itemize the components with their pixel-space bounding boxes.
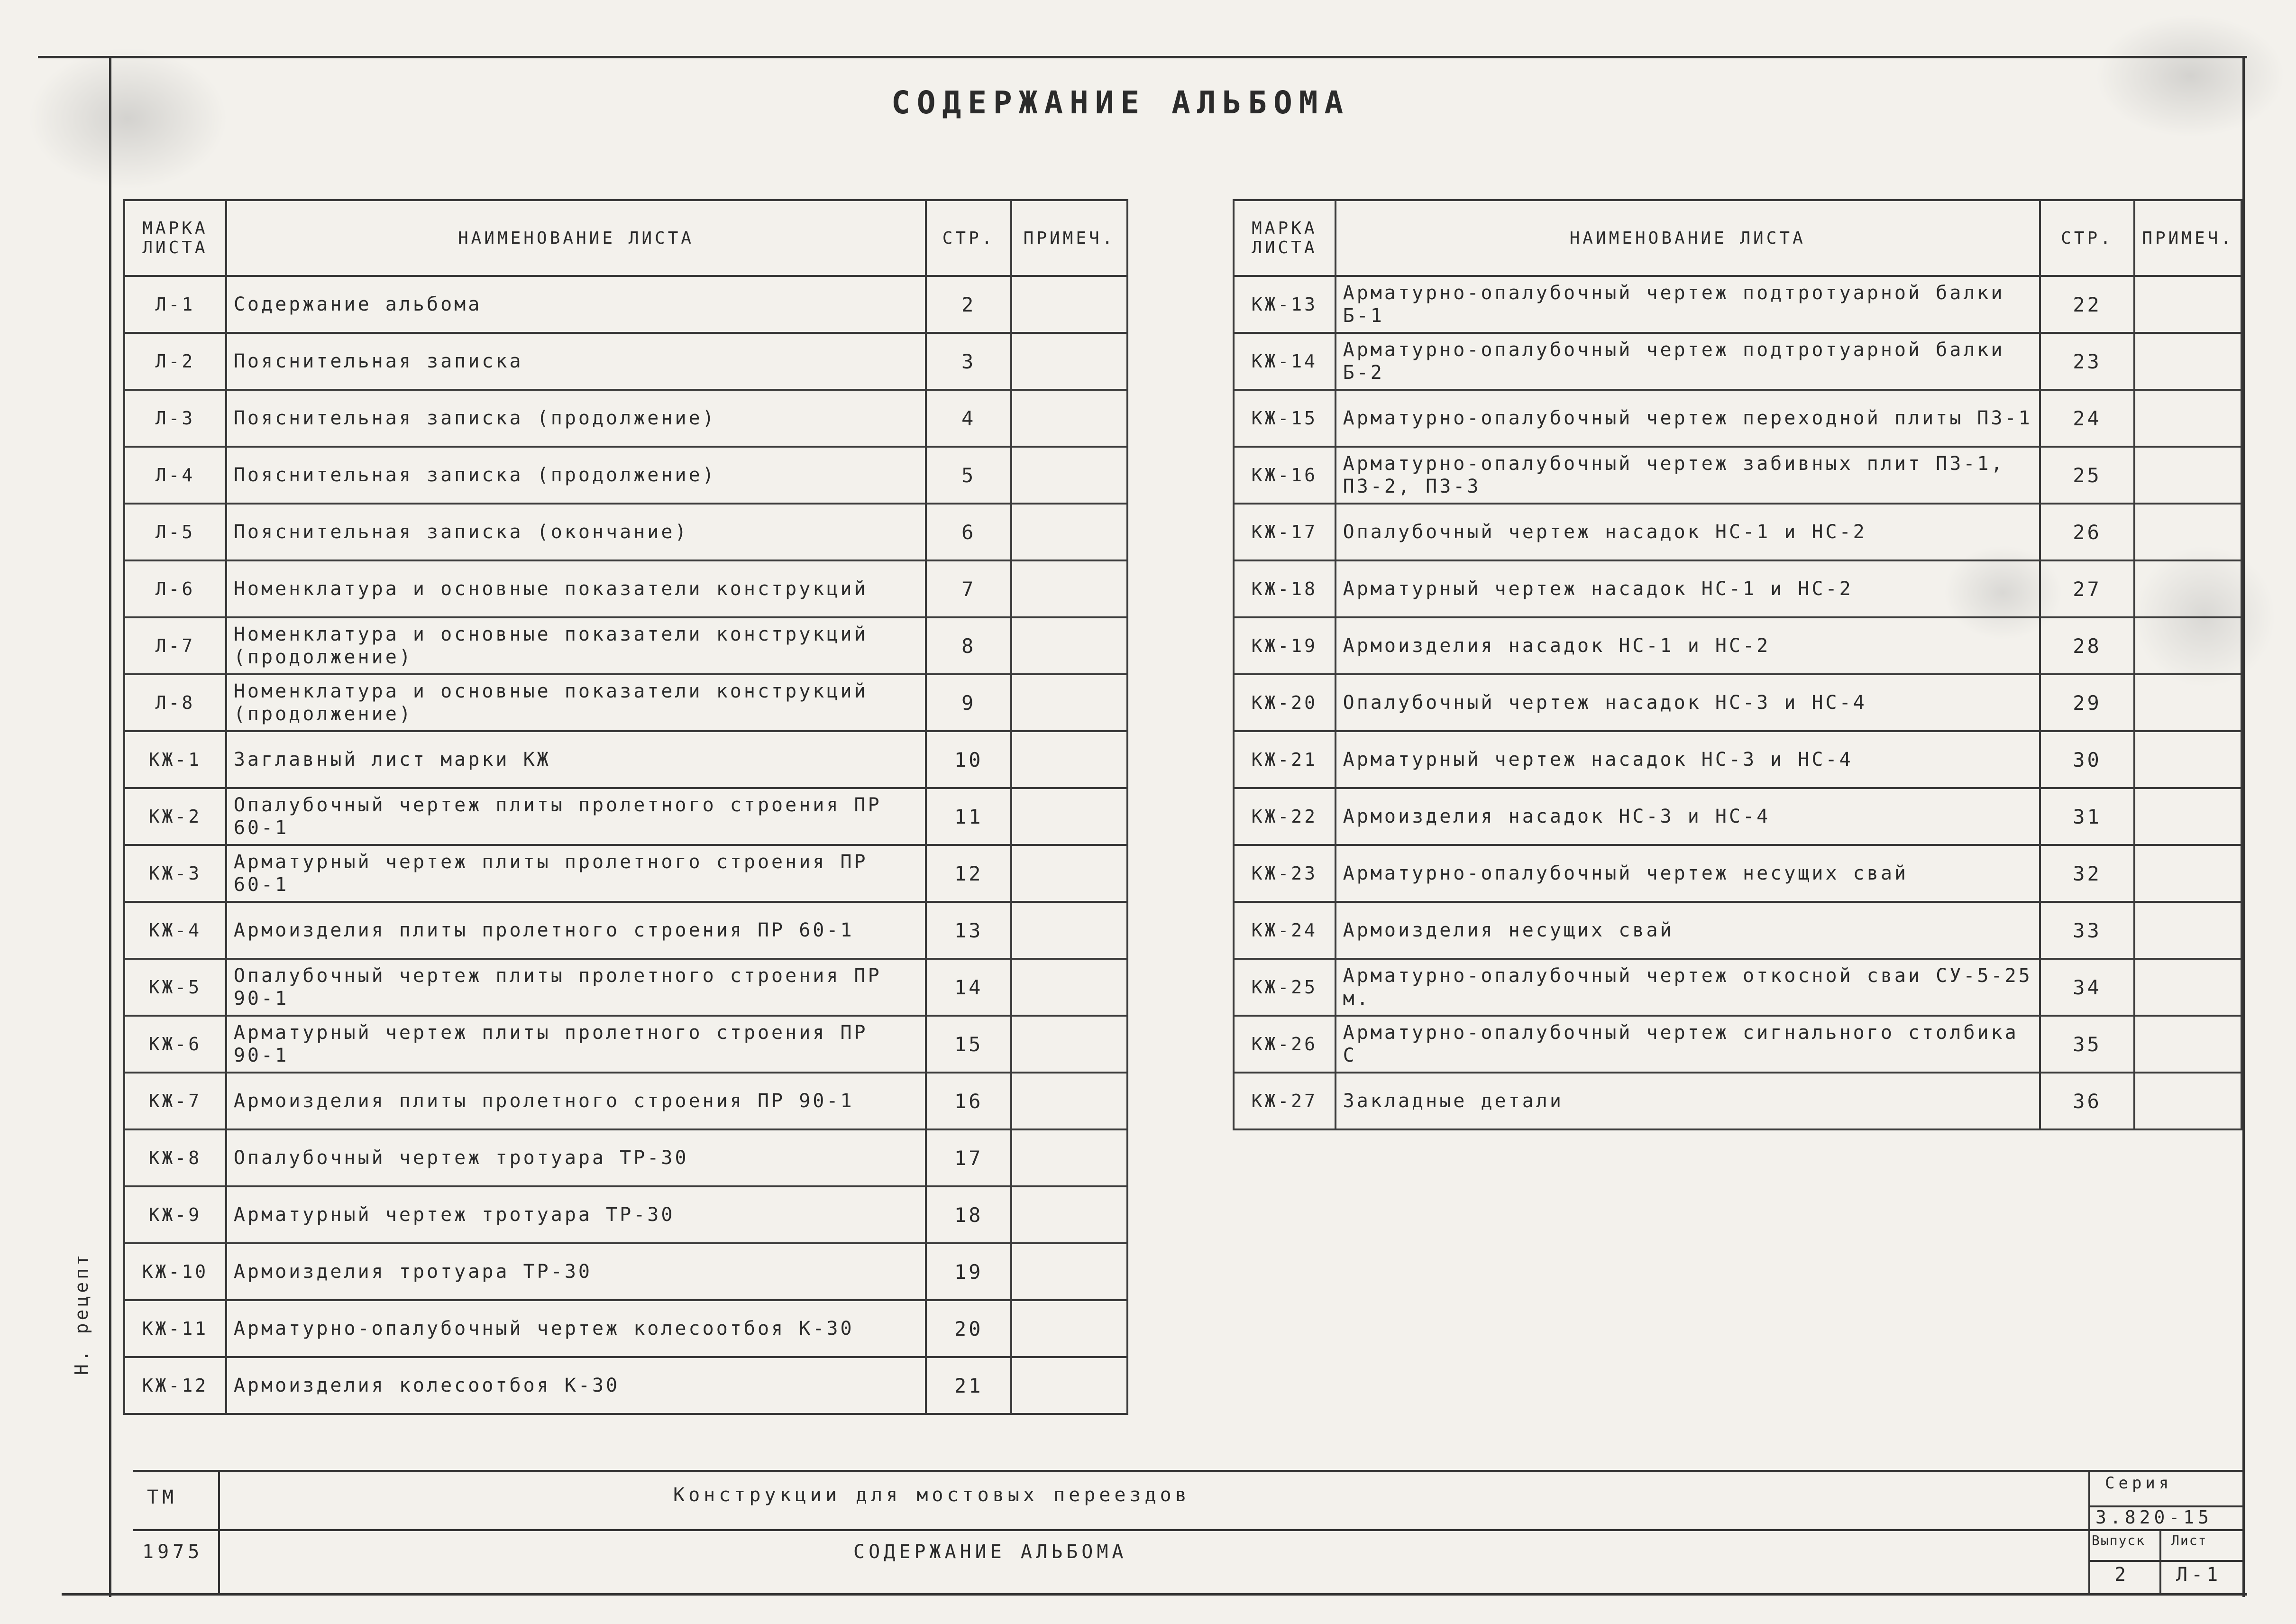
table-row — [1234, 1073, 2241, 1129]
col-name-header: НАИМЕНОВАНИЕ ЛИСТА — [1336, 200, 2040, 276]
sheet-mark: КЖ-4 — [124, 902, 226, 959]
page-number: 3 — [926, 333, 1011, 390]
sheet-mark: Л-7 — [124, 617, 226, 674]
table-row — [124, 674, 1127, 731]
sheet-mark: КЖ-10 — [124, 1243, 226, 1300]
scan-noise — [28, 47, 228, 190]
sheet-title: СОДЕРЖАНИЕ АЛЬБОМА — [853, 1541, 1127, 1563]
sheet-name: Пояснительная записка — [226, 333, 926, 390]
page-number: 14 — [926, 959, 1011, 1016]
frame-right — [2242, 56, 2245, 1597]
title-block-mid-line — [133, 1529, 2245, 1531]
page-number: 5 — [926, 447, 1011, 504]
sheet-name: Арматурный чертеж плиты пролетного строения ПР 60-1 — [226, 845, 926, 902]
note-cell — [1011, 1129, 1127, 1186]
table-row — [1234, 447, 2241, 504]
table-row — [124, 1357, 1127, 1414]
sheet-mark: КЖ-18 — [1234, 560, 1336, 617]
page-number: 17 — [926, 1129, 1011, 1186]
sheet-name: Арматурно-опалубочный чертеж подтротуарной балки Б-2 — [1336, 333, 2040, 390]
table-row — [1234, 617, 2241, 674]
note-cell — [1011, 674, 1127, 731]
sheet-mark: Л-2 — [124, 333, 226, 390]
sheet-mark: КЖ-5 — [124, 959, 226, 1016]
note-cell — [1011, 845, 1127, 902]
sheet-mark: КЖ-3 — [124, 845, 226, 902]
note-cell — [2134, 1016, 2241, 1073]
sheet-number: Л-1 — [2176, 1564, 2222, 1586]
sheet-name: Арматурно-опалубочный чертеж сигнального столбика С — [1336, 1016, 2040, 1073]
note-cell — [2134, 560, 2241, 617]
note-cell — [2134, 504, 2241, 560]
page-number: 24 — [2040, 390, 2135, 447]
sheet-mark: Л-8 — [124, 674, 226, 731]
table-row — [1234, 845, 2241, 902]
table-row — [124, 902, 1127, 959]
page-number: 34 — [2040, 959, 2135, 1016]
sheet-name: Арматурный чертеж насадок НС-3 и НС-4 — [1336, 731, 2040, 788]
note-cell — [1011, 1243, 1127, 1300]
table-row — [124, 276, 1127, 333]
sheet-name: Арматурно-опалубочный чертеж переходной плиты П3-1 — [1336, 390, 2040, 447]
sheet-name: Опалубочный чертеж тротуара ТР-30 — [226, 1129, 926, 1186]
sheet-label: Лист — [2171, 1532, 2207, 1548]
series-label: Серия — [2105, 1474, 2173, 1493]
table-row — [1234, 333, 2241, 390]
sheet-mark: КЖ-20 — [1234, 674, 1336, 731]
col-name-header: НАИМЕНОВАНИЕ ЛИСТА — [226, 200, 926, 276]
note-cell — [1011, 902, 1127, 959]
table-row — [1234, 731, 2241, 788]
page-number: 13 — [926, 902, 1011, 959]
sheet-name: Содержание альбома — [226, 276, 926, 333]
sheet-name: Опалубочный чертеж насадок НС-1 и НС-2 — [1336, 504, 2040, 560]
title-block-divider — [2088, 1470, 2090, 1593]
sheet-name: Опалубочный чертеж плиты пролетного строения ПР 60-1 — [226, 788, 926, 845]
sheet-name: Армоизделия плиты пролетного строения ПР 90-1 — [226, 1073, 926, 1129]
sheet-name: Арматурно-опалубочный чертеж забивных плит П3-1, П3-2, П3-3 — [1336, 447, 2040, 504]
note-cell — [1011, 276, 1127, 333]
page-title: СОДЕРЖАНИЕ АЛЬБОМА — [891, 84, 1350, 121]
table-row — [1234, 1016, 2241, 1073]
page-number: 21 — [926, 1357, 1011, 1414]
page-number: 9 — [926, 674, 1011, 731]
frame-left — [109, 56, 111, 1597]
page-number: 18 — [926, 1186, 1011, 1243]
sheet-mark: КЖ-23 — [1234, 845, 1336, 902]
page-number: 4 — [926, 390, 1011, 447]
issue-value: 2 — [2114, 1564, 2130, 1586]
table-row — [124, 1129, 1127, 1186]
sheet-mark: Л-3 — [124, 390, 226, 447]
sheet-mark: КЖ-6 — [124, 1016, 226, 1073]
table-row — [124, 788, 1127, 845]
table-row — [124, 333, 1127, 390]
title-block-divider — [218, 1470, 220, 1593]
table-row — [124, 1016, 1127, 1073]
page-number: 28 — [2040, 617, 2135, 674]
page-number: 23 — [2040, 333, 2135, 390]
sheet-name: Опалубочный чертеж насадок НС-3 и НС-4 — [1336, 674, 2040, 731]
table-row — [1234, 788, 2241, 845]
table-row — [124, 731, 1127, 788]
note-cell — [1011, 731, 1127, 788]
page-number: 32 — [2040, 845, 2135, 902]
col-page-header: СТР. — [2040, 200, 2135, 276]
table-row — [124, 1073, 1127, 1129]
page-number: 8 — [926, 617, 1011, 674]
sheet-name: Армоизделия тротуара ТР-30 — [226, 1243, 926, 1300]
note-cell — [2134, 674, 2241, 731]
col-mark-header: МАРКА ЛИСТА — [124, 200, 226, 276]
sheet-mark: КЖ-11 — [124, 1300, 226, 1357]
sheet-name: Арматурный чертеж насадок НС-1 и НС-2 — [1336, 560, 2040, 617]
sheet-name: Номенклатура и основные показатели конструкций — [226, 560, 926, 617]
table-row — [1234, 959, 2241, 1016]
toc-table-left — [123, 199, 1128, 1415]
col-note-header: ПРИМЕЧ. — [2134, 200, 2241, 276]
title-block-top-line — [133, 1470, 2245, 1472]
sheet-name: Армоизделия плиты пролетного строения ПР 60-1 — [226, 902, 926, 959]
sheet-mark: КЖ-8 — [124, 1129, 226, 1186]
page-number: 22 — [2040, 276, 2135, 333]
note-cell — [1011, 788, 1127, 845]
sheet-mark: КЖ-2 — [124, 788, 226, 845]
sheet-name: Арматурный чертеж плиты пролетного строения ПР 90-1 — [226, 1016, 926, 1073]
page-number: 2 — [926, 276, 1011, 333]
toc-table-right — [1233, 199, 2242, 1130]
table-row — [1234, 276, 2241, 333]
page-number: 16 — [926, 1073, 1011, 1129]
col-mark-header: МАРКА ЛИСТА — [1234, 200, 1336, 276]
page-number: 35 — [2040, 1016, 2135, 1073]
sheet-mark: КЖ-25 — [1234, 959, 1336, 1016]
sheet-name: Армоизделия колесоотбоя К-30 — [226, 1357, 926, 1414]
issue-label: Выпуск — [2092, 1532, 2146, 1548]
sheet-name: Армоизделия несущих свай — [1336, 902, 2040, 959]
series-value: 3.820-15 — [2095, 1507, 2213, 1528]
sheet-name: Арматурный чертеж тротуара ТР-30 — [226, 1186, 926, 1243]
page-number: 31 — [2040, 788, 2135, 845]
frame-bottom — [62, 1593, 2247, 1596]
title-block-divider — [2159, 1529, 2161, 1593]
sheet-mark: Л-6 — [124, 560, 226, 617]
note-cell — [1011, 333, 1127, 390]
table-row — [1234, 902, 2241, 959]
table-row — [124, 845, 1127, 902]
page-number: 25 — [2040, 447, 2135, 504]
note-cell — [2134, 390, 2241, 447]
sheet-mark: КЖ-16 — [1234, 447, 1336, 504]
sheet-mark: Л-1 — [124, 276, 226, 333]
sheet-name: Опалубочный чертеж плиты пролетного строения ПР 90-1 — [226, 959, 926, 1016]
page-number: 20 — [926, 1300, 1011, 1357]
page-number: 19 — [926, 1243, 1011, 1300]
sheet-name: Номенклатура и основные показатели конструкций (продолжение) — [226, 617, 926, 674]
page-number: 29 — [2040, 674, 2135, 731]
sheet-mark: КЖ-21 — [1234, 731, 1336, 788]
frame-top — [38, 56, 2247, 58]
sheet-mark: Л-5 — [124, 504, 226, 560]
note-cell — [2134, 788, 2241, 845]
table-row — [124, 1243, 1127, 1300]
sheet-mark: КЖ-12 — [124, 1357, 226, 1414]
page-number: 33 — [2040, 902, 2135, 959]
page-number: 15 — [926, 1016, 1011, 1073]
note-cell — [2134, 902, 2241, 959]
sheet-mark: КЖ-26 — [1234, 1016, 1336, 1073]
col-note-header: ПРИМЕЧ. — [1011, 200, 1127, 276]
note-cell — [1011, 504, 1127, 560]
table-row — [124, 390, 1127, 447]
table-row — [124, 560, 1127, 617]
sheet-name: Арматурно-опалубочный чертеж откосной сваи СУ-5-25 м. — [1336, 959, 2040, 1016]
sheet-mark: КЖ-1 — [124, 731, 226, 788]
page-number: 12 — [926, 845, 1011, 902]
sheet-name: Закладные детали — [1336, 1073, 2040, 1129]
sheet-name: Пояснительная записка (продолжение) — [226, 447, 926, 504]
sheet-name: Пояснительная записка (окончание) — [226, 504, 926, 560]
page-number: 36 — [2040, 1073, 2135, 1129]
table-row — [1234, 560, 2241, 617]
year: 1975 — [142, 1541, 203, 1563]
sheet-name: Арматурно-опалубочный чертеж колесоотбоя К-30 — [226, 1300, 926, 1357]
table-row — [124, 1300, 1127, 1357]
title-block-divider — [2088, 1560, 2245, 1562]
note-cell — [2134, 617, 2241, 674]
page-number: 30 — [2040, 731, 2135, 788]
sheet-name: Арматурно-опалубочный чертеж подтротуарной балки Б-1 — [1336, 276, 2040, 333]
table-row — [124, 617, 1127, 674]
note-cell — [1011, 390, 1127, 447]
sheet-name: Армоизделия насадок НС-3 и НС-4 — [1336, 788, 2040, 845]
table-row — [1234, 674, 2241, 731]
page-number: 26 — [2040, 504, 2135, 560]
sheet-mark: КЖ-22 — [1234, 788, 1336, 845]
col-page-header: СТР. — [926, 200, 1011, 276]
note-cell — [1011, 1300, 1127, 1357]
org-code: ТМ — [147, 1486, 178, 1508]
page-number: 11 — [926, 788, 1011, 845]
note-cell — [2134, 447, 2241, 504]
note-cell — [2134, 276, 2241, 333]
table-row — [1234, 504, 2241, 560]
page-number: 7 — [926, 560, 1011, 617]
sheet-mark: КЖ-14 — [1234, 333, 1336, 390]
scan-noise — [2095, 14, 2285, 138]
note-cell — [1011, 1186, 1127, 1243]
sheet-mark: КЖ-9 — [124, 1186, 226, 1243]
note-cell — [1011, 959, 1127, 1016]
note-cell — [2134, 959, 2241, 1016]
note-cell — [2134, 845, 2241, 902]
note-cell — [1011, 447, 1127, 504]
sheet-name: Пояснительная записка (продолжение) — [226, 390, 926, 447]
note-cell — [2134, 731, 2241, 788]
sheet-mark: КЖ-27 — [1234, 1073, 1336, 1129]
sheet-name: Номенклатура и основные показатели конструкций (продолжение) — [226, 674, 926, 731]
side-stamp: Н. рецепт — [71, 1252, 92, 1375]
project-name: Конструкции для мостовых переездов — [673, 1484, 1190, 1506]
sheet-mark: КЖ-24 — [1234, 902, 1336, 959]
table-row — [124, 504, 1127, 560]
sheet-name: Армоизделия насадок НС-1 и НС-2 — [1336, 617, 2040, 674]
sheet-mark: КЖ-19 — [1234, 617, 1336, 674]
sheet-mark: КЖ-13 — [1234, 276, 1336, 333]
sheet-mark: КЖ-15 — [1234, 390, 1336, 447]
note-cell — [2134, 1073, 2241, 1129]
sheet-mark: КЖ-7 — [124, 1073, 226, 1129]
page-number: 10 — [926, 731, 1011, 788]
table-row — [1234, 390, 2241, 447]
table-row — [124, 959, 1127, 1016]
sheet-mark: Л-4 — [124, 447, 226, 504]
table-row — [124, 447, 1127, 504]
note-cell — [2134, 333, 2241, 390]
note-cell — [1011, 617, 1127, 674]
note-cell — [1011, 1357, 1127, 1414]
sheet-mark: КЖ-17 — [1234, 504, 1336, 560]
sheet-name: Заглавный лист марки КЖ — [226, 731, 926, 788]
note-cell — [1011, 560, 1127, 617]
note-cell — [1011, 1016, 1127, 1073]
page-number: 27 — [2040, 560, 2135, 617]
sheet-name: Арматурно-опалубочный чертеж несущих свай — [1336, 845, 2040, 902]
page-number: 6 — [926, 504, 1011, 560]
table-row — [124, 1186, 1127, 1243]
note-cell — [1011, 1073, 1127, 1129]
